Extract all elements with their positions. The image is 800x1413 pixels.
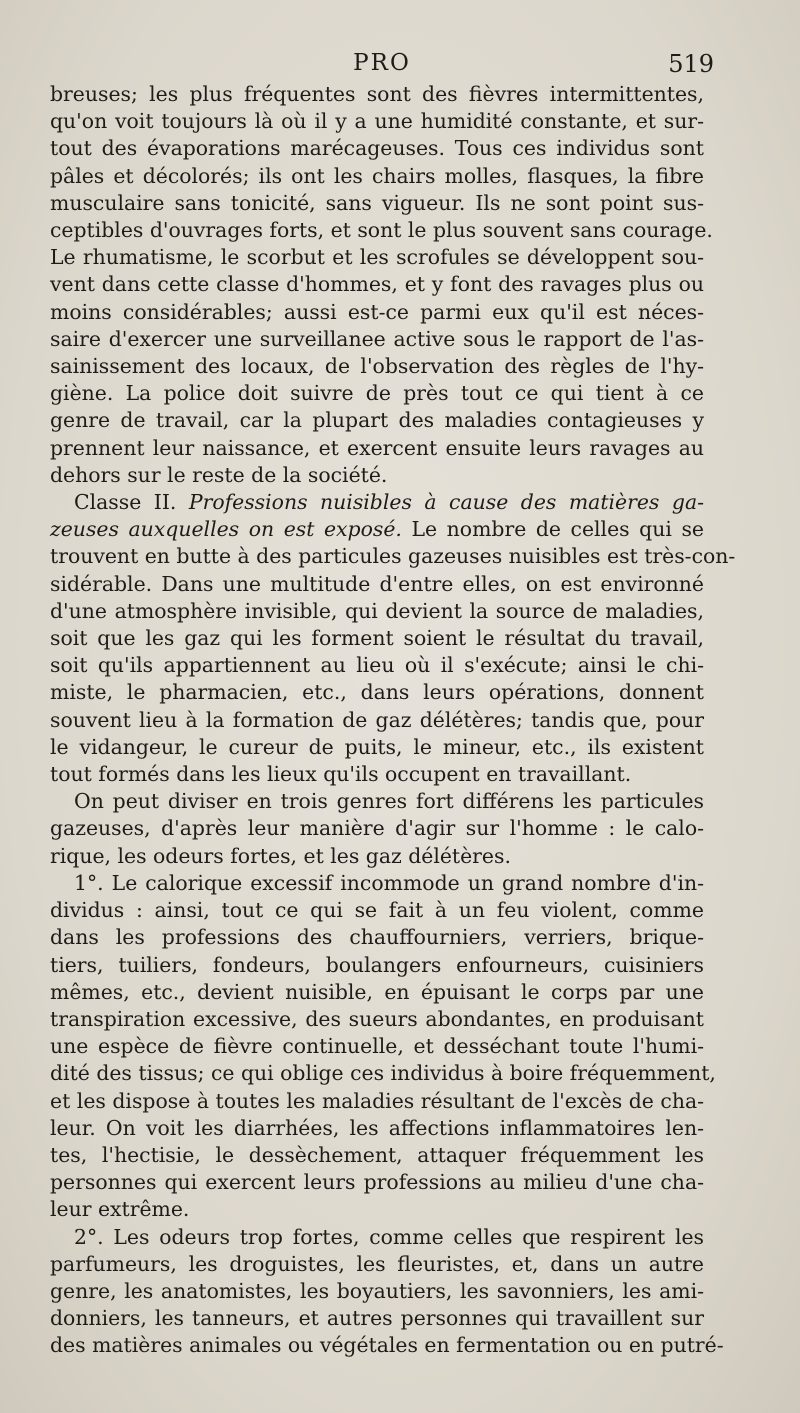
paragraph-p1 xyxy=(50,81,713,489)
text-line: saire d'exercer une surveillanee active sous le rapport de l'as- xyxy=(50,326,704,351)
text-line: soit qu'ils appartiennent au lieu où il s'exécute; ainsi le chi- xyxy=(50,653,704,678)
text-line: parfumeurs, les droguistes, les fleuristes, et, dans un autre xyxy=(50,1251,704,1276)
body-text xyxy=(50,81,736,1360)
text-line: zeuses auxquelles on est exposé. Le nombre de celles qui se xyxy=(50,517,704,542)
text-line: mêmes, etc., devient nuisible, en épuisant le corps par une xyxy=(50,979,704,1004)
text-line: souvent lieu à la formation de gaz délétères; tandis que, pour xyxy=(50,707,704,732)
text-line: dans les professions des chauffourniers, verriers, brique- xyxy=(50,925,704,950)
text-line: miste, le pharmacien, etc., dans leurs opérations, donnent xyxy=(50,680,704,705)
text-line: genre, les anatomistes, les boyautiers, les savonniers, les ami- xyxy=(50,1278,704,1303)
text-line: prennent leur naissance, et exercent ensuite leurs ravages au xyxy=(50,435,704,460)
italic-text: Professions nuisibles à cause des matières ga- xyxy=(188,490,704,515)
text-line: d'une atmosphère invisible, qui devient la source de maladies, xyxy=(50,598,704,623)
text-line: Le rhumatisme, le scorbut et les scrofules se développent sou- xyxy=(50,245,704,270)
text-line: leur. On voit les diarrhées, les affections inflammatoires len- xyxy=(50,1115,704,1140)
paragraph-p3 xyxy=(50,788,704,870)
page-number: 519 xyxy=(668,50,714,78)
paragraph-p2 xyxy=(50,489,736,788)
text-line: donniers, les tanneurs, et autres personnes qui travaillent sur xyxy=(50,1306,704,1331)
text-line: rique, les odeurs fortes, et les gaz délétères. xyxy=(50,843,511,868)
text-line: tes, l'hectisie, le dessèchement, attaquer fréquemment les xyxy=(50,1142,704,1167)
text-line: giène. La police doit suivre de près tout ce qui tient à ce xyxy=(50,381,704,406)
text-line: le vidangeur, le cureur de puits, le mineur, etc., ils existent xyxy=(50,734,704,759)
text-line: gazeuses, d'après leur manière d'agir sur l'homme : le calo- xyxy=(50,816,704,841)
text-line: breuses; les plus fréquentes sont des fièvres intermittentes, xyxy=(50,82,704,106)
text-line: pâles et décolorés; ils ont les chairs molles, flasques, la fibre xyxy=(50,163,704,188)
paragraph-p4 xyxy=(50,870,716,1224)
text-line: 2°. Les odeurs trop fortes, comme celles que respirent les xyxy=(74,1224,704,1249)
text-line: trouvent en butte à des particules gazeuses nuisibles est très-con- xyxy=(50,544,736,569)
text-line: une espèce de fièvre continuelle, et desséchant toute l'humi- xyxy=(50,1034,704,1059)
text-line: tiers, tuiliers, fondeurs, boulangers enfourneurs, cuisiniers xyxy=(50,952,704,977)
text-line: moins considérables; aussi est-ce parmi eux qu'il est néces- xyxy=(50,299,704,324)
text-line: sainissement des locaux, de l'observation des règles de l'hy- xyxy=(50,354,704,379)
text-line: tout formés dans les lieux qu'ils occupent en travaillant. xyxy=(50,762,632,787)
text-line: Classe II. Professions nuisibles à cause des matières ga- xyxy=(74,490,704,515)
text-line: vent dans cette classe d'hommes, et y font des ravages plus ou xyxy=(50,272,704,297)
paragraph-p5 xyxy=(50,1224,724,1360)
text-line: dité des tissus; ce qui oblige ces individus à boire fréquemment, xyxy=(50,1061,716,1086)
text-line: soit que les gaz qui les forment soient le résultat du travail, xyxy=(50,626,704,651)
text-line: leur extrême. xyxy=(50,1197,190,1222)
italic-text: zeuses auxquelles on est exposé. xyxy=(50,517,402,542)
text-line: des matières animales ou végétales en fermentation ou en putré- xyxy=(50,1333,724,1358)
text-line: musculaire sans tonicité, sans vigueur. Ils ne sont point sus- xyxy=(50,190,704,215)
text-line: 1°. Le calorique excessif incommode un grand nombre d'in- xyxy=(74,870,704,895)
text-line: sidérable. Dans une multitude d'entre elles, on est environné xyxy=(50,571,704,596)
text-line: On peut diviser en trois genres fort différens les particules xyxy=(74,789,704,814)
text-line: personnes qui exercent leurs professions au milieu d'une cha- xyxy=(50,1170,704,1195)
text-line: qu'on voit toujours là où il y a une humidité constante, et sur- xyxy=(50,109,704,134)
text-line: transpiration excessive, des sueurs abondantes, en produisant xyxy=(50,1006,704,1031)
text-line: dehors sur le reste de la société. xyxy=(50,462,388,487)
text-line: genre de travail, car la plupart des maladies contagieuses y xyxy=(50,408,704,433)
text-line: tout des évaporations marécageuses. Tous ces individus sont xyxy=(50,136,704,161)
running-head: PRO xyxy=(353,50,411,76)
text-line: dividus : ainsi, tout ce qui se fait à un feu violent, comme xyxy=(50,898,704,923)
text-line: et les dispose à toutes les maladies résultant de l'excès de cha- xyxy=(50,1088,704,1113)
text-line: ceptibles d'ouvrages forts, et sont le plus souvent sans courage. xyxy=(50,218,713,243)
